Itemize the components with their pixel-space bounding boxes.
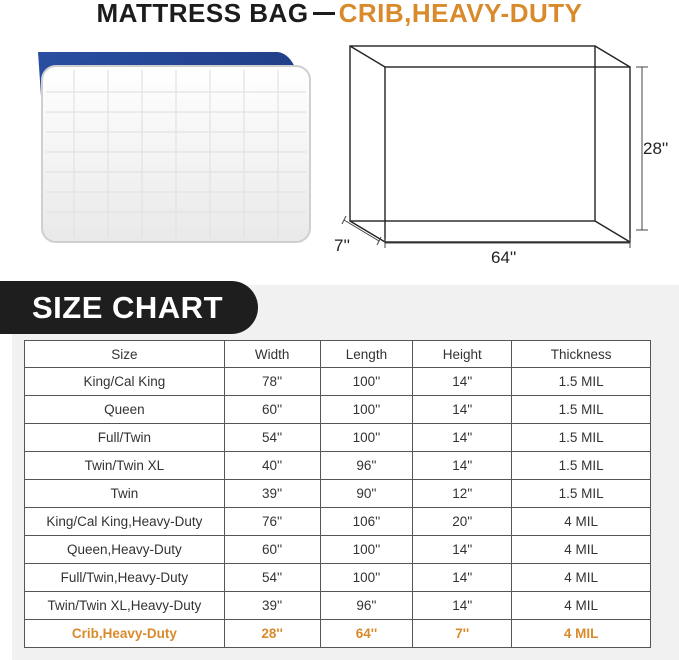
cell-thickness: 4 MIL	[512, 508, 651, 536]
cell-length: 106''	[320, 508, 413, 536]
cell-size: Twin/Twin XL	[25, 452, 225, 480]
cell-height: 7''	[413, 620, 512, 648]
title-product: MATTRESS BAG	[96, 0, 309, 28]
cell-width: 28''	[224, 620, 320, 648]
cell-size: Full/Twin	[25, 424, 225, 452]
cell-width: 78''	[224, 368, 320, 396]
mattress-image	[28, 52, 318, 252]
cell-height: 12''	[413, 480, 512, 508]
cell-length: 100''	[320, 424, 413, 452]
cell-length: 64''	[320, 620, 413, 648]
title-variant: CRIB,HEAVY-DUTY	[338, 0, 583, 28]
cell-thickness: 4 MIL	[512, 536, 651, 564]
cell-length: 100''	[320, 536, 413, 564]
title-dash	[313, 12, 335, 15]
table-header-row	[25, 341, 651, 368]
cell-height: 14''	[413, 396, 512, 424]
size-chart-table	[24, 340, 651, 648]
cell-length: 96''	[320, 592, 413, 620]
bag-dimension-diagram	[330, 40, 660, 260]
cell-size: Full/Twin,Heavy-Duty	[25, 564, 225, 592]
cell-size: Twin	[25, 480, 225, 508]
cell-size: King/Cal King	[25, 368, 225, 396]
page-title	[0, 0, 679, 28]
cell-thickness: 4 MIL	[512, 564, 651, 592]
cell-size: King/Cal King,Heavy-Duty	[25, 508, 225, 536]
header-size: Size	[25, 341, 225, 368]
cell-thickness: 1.5 MIL	[512, 480, 651, 508]
cell-width: 54''	[224, 564, 320, 592]
cell-size: Twin/Twin XL,Heavy-Duty	[25, 592, 225, 620]
cell-thickness: 4 MIL	[512, 620, 651, 648]
cell-height: 14''	[413, 536, 512, 564]
table-row	[25, 396, 651, 424]
cell-height: 14''	[413, 368, 512, 396]
cell-size: Queen	[25, 396, 225, 424]
cell-length: 100''	[320, 396, 413, 424]
table-row	[25, 368, 651, 396]
cell-width: 39''	[224, 480, 320, 508]
cell-thickness: 4 MIL	[512, 592, 651, 620]
table-row	[25, 424, 651, 452]
cell-height: 14''	[413, 564, 512, 592]
cell-height: 14''	[413, 424, 512, 452]
cell-length: 100''	[320, 564, 413, 592]
table-row-highlighted	[25, 620, 651, 648]
height-dimension-label: 28''	[643, 139, 669, 158]
cell-thickness: 1.5 MIL	[512, 368, 651, 396]
cell-size: Crib,Heavy-Duty	[25, 620, 225, 648]
header-height: Height	[413, 341, 512, 368]
table-row	[25, 592, 651, 620]
size-chart-heading: SIZE CHART	[32, 290, 223, 325]
width-dimension-label: 64''	[491, 248, 517, 267]
table-row	[25, 508, 651, 536]
cell-height: 14''	[413, 592, 512, 620]
cell-width: 76''	[224, 508, 320, 536]
cell-thickness: 1.5 MIL	[512, 452, 651, 480]
cell-height: 20''	[413, 508, 512, 536]
size-chart-banner	[0, 281, 258, 334]
cell-thickness: 1.5 MIL	[512, 424, 651, 452]
cell-length: 90''	[320, 480, 413, 508]
table-row	[25, 480, 651, 508]
cell-length: 96''	[320, 452, 413, 480]
cell-width: 40''	[224, 452, 320, 480]
table-row	[25, 452, 651, 480]
header-thickness: Thickness	[512, 341, 651, 368]
table-row	[25, 564, 651, 592]
cell-length: 100''	[320, 368, 413, 396]
header-width: Width	[224, 341, 320, 368]
table-row	[25, 536, 651, 564]
depth-dimension-label: 7''	[334, 236, 350, 255]
cell-width: 54''	[224, 424, 320, 452]
cell-width: 60''	[224, 396, 320, 424]
cell-width: 39''	[224, 592, 320, 620]
cell-height: 14''	[413, 452, 512, 480]
cell-width: 60''	[224, 536, 320, 564]
cell-size: Queen,Heavy-Duty	[25, 536, 225, 564]
header-length: Length	[320, 341, 413, 368]
cell-thickness: 1.5 MIL	[512, 396, 651, 424]
